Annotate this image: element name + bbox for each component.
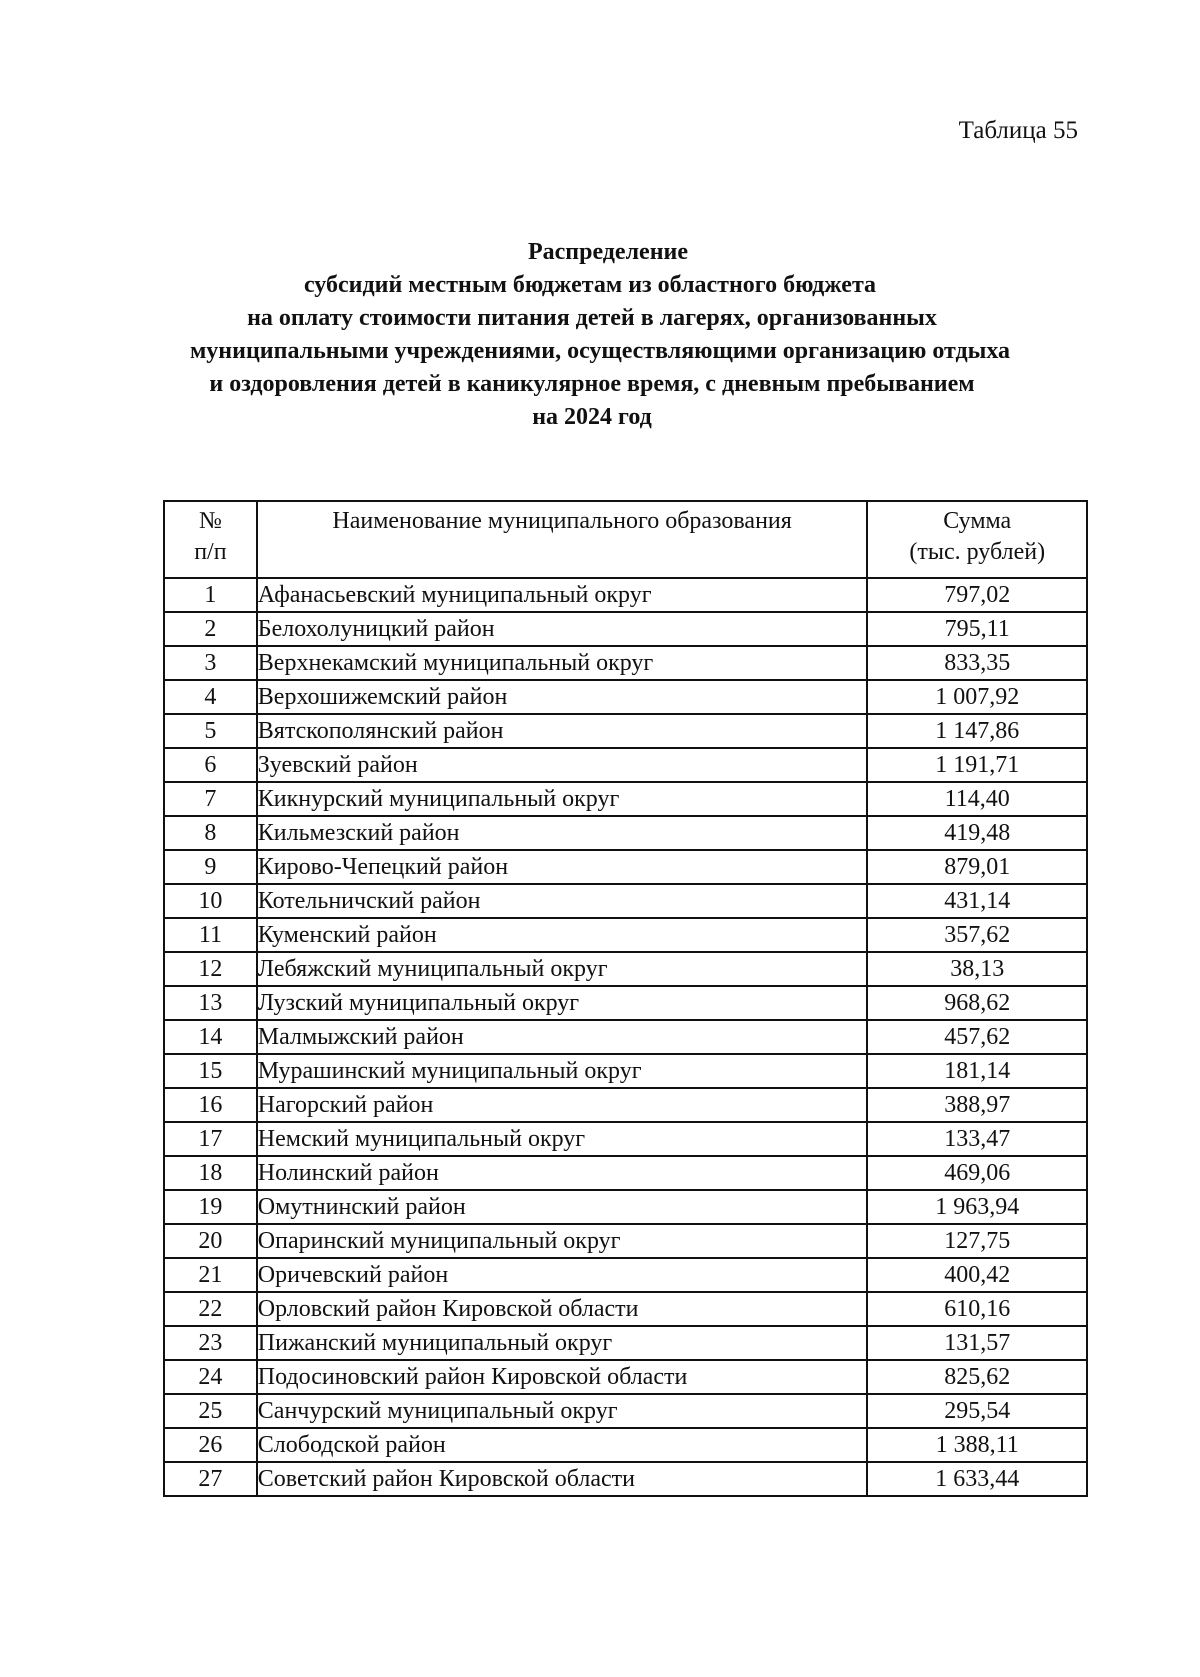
amount-cell: 879,01: [867, 850, 1087, 884]
row-number-cell: 15: [164, 1054, 257, 1088]
title-line: на 2024 год: [532, 404, 652, 430]
municipality-name-cell: Вятскополянский район: [257, 714, 868, 748]
municipality-name-cell: Немский муниципальный округ: [257, 1122, 868, 1156]
header-number: [164, 501, 257, 578]
title-line: на оплату стоимости питания детей в лагерях, организованных: [247, 305, 937, 331]
header-number-line-2: п/п: [194, 539, 227, 565]
amount-cell: 181,14: [867, 1054, 1087, 1088]
table-row: [164, 1394, 1087, 1428]
table-row: [164, 1292, 1087, 1326]
row-number-cell: 23: [164, 1326, 257, 1360]
table-row: [164, 1156, 1087, 1190]
table-row: [164, 782, 1087, 816]
municipality-name-cell: Кикнурский муниципальный округ: [257, 782, 868, 816]
municipality-name-cell: Пижанский муниципальный округ: [257, 1326, 868, 1360]
table-row: [164, 1224, 1087, 1258]
title-line: и оздоровления детей в каникулярное время, с дневным пребыванием: [209, 371, 975, 397]
row-number-cell: 20: [164, 1224, 257, 1258]
table-row: [164, 748, 1087, 782]
amount-cell: 469,06: [867, 1156, 1087, 1190]
amount-cell: 968,62: [867, 986, 1087, 1020]
municipality-name-cell: Нагорский район: [257, 1088, 868, 1122]
municipality-name-cell: Верхошижемский район: [257, 680, 868, 714]
table-row: [164, 1122, 1087, 1156]
table-row: [164, 1462, 1087, 1496]
table-row: [164, 1360, 1087, 1394]
table-row: [164, 1428, 1087, 1462]
amount-cell: 795,11: [867, 612, 1087, 646]
amount-cell: 1 388,11: [867, 1428, 1087, 1462]
municipality-name-cell: Подосиновский район Кировской области: [257, 1360, 868, 1394]
row-number-cell: 10: [164, 884, 257, 918]
table-row: [164, 850, 1087, 884]
table-row: [164, 612, 1087, 646]
municipality-name-cell: Белохолуницкий район: [257, 612, 868, 646]
row-number-cell: 9: [164, 850, 257, 884]
municipality-name-cell: Куменский район: [257, 918, 868, 952]
amount-cell: 833,35: [867, 646, 1087, 680]
table-row: [164, 986, 1087, 1020]
municipality-name-cell: Опаринский муниципальный округ: [257, 1224, 868, 1258]
amount-cell: 400,42: [867, 1258, 1087, 1292]
row-number-cell: 19: [164, 1190, 257, 1224]
row-number-cell: 22: [164, 1292, 257, 1326]
table-row: [164, 1054, 1087, 1088]
amount-cell: 419,48: [867, 816, 1087, 850]
table-number-label: Таблица 55: [958, 117, 1078, 144]
title-line: субсидий местным бюджетам из областного бюджета: [303, 272, 877, 298]
table-row: [164, 816, 1087, 850]
header-sum: [867, 501, 1087, 578]
municipality-name-cell: Лузский муниципальный округ: [257, 986, 868, 1020]
amount-cell: 357,62: [867, 918, 1087, 952]
table-row: [164, 918, 1087, 952]
row-number-cell: 2: [164, 612, 257, 646]
row-number-cell: 27: [164, 1462, 257, 1496]
amount-cell: 797,02: [867, 578, 1087, 612]
municipality-name-cell: Кильмезский район: [257, 816, 868, 850]
row-number-cell: 24: [164, 1360, 257, 1394]
municipality-name-cell: Нолинский район: [257, 1156, 868, 1190]
table-row: [164, 1258, 1087, 1292]
table-row: [164, 578, 1087, 612]
municipality-name-cell: Санчурский муниципальный округ: [257, 1394, 868, 1428]
amount-cell: 1 147,86: [867, 714, 1087, 748]
row-number-cell: 3: [164, 646, 257, 680]
table-row: [164, 884, 1087, 918]
amount-cell: 1 191,71: [867, 748, 1087, 782]
table-row: [164, 714, 1087, 748]
title-line: муниципальными учреждениями, осуществляющими организацию отдыха: [189, 338, 1011, 364]
municipality-name-cell: Малмыжский район: [257, 1020, 868, 1054]
row-number-cell: 12: [164, 952, 257, 986]
municipality-name-cell: Зуевский район: [257, 748, 868, 782]
row-number-cell: 1: [164, 578, 257, 612]
header-sum-line-2: (тыс. рублей): [909, 539, 1046, 565]
municipality-name-cell: Мурашинский муниципальный округ: [257, 1054, 868, 1088]
municipality-name-cell: Кирово-Чепецкий район: [257, 850, 868, 884]
header-sum-line-1: Сумма: [943, 508, 1012, 534]
table-row: [164, 1020, 1087, 1054]
row-number-cell: 5: [164, 714, 257, 748]
amount-cell: 114,40: [867, 782, 1087, 816]
amount-cell: 133,47: [867, 1122, 1087, 1156]
amount-cell: 1 007,92: [867, 680, 1087, 714]
row-number-cell: 21: [164, 1258, 257, 1292]
municipality-name-cell: Оричевский район: [257, 1258, 868, 1292]
amount-cell: 38,13: [867, 952, 1087, 986]
municipality-name-cell: Лебяжский муниципальный округ: [257, 952, 868, 986]
table-row: [164, 1326, 1087, 1360]
row-number-cell: 25: [164, 1394, 257, 1428]
municipality-name-cell: Советский район Кировской области: [257, 1462, 868, 1496]
municipality-name-cell: Слободской район: [257, 1428, 868, 1462]
row-number-cell: 14: [164, 1020, 257, 1054]
row-number-cell: 17: [164, 1122, 257, 1156]
amount-cell: 610,16: [867, 1292, 1087, 1326]
title-line: Распределение: [527, 239, 689, 265]
table-body: [164, 578, 1087, 1496]
row-number-cell: 13: [164, 986, 257, 1020]
table-header-row: [164, 501, 1087, 578]
amount-cell: 1 963,94: [867, 1190, 1087, 1224]
municipality-name-cell: Омутнинский район: [257, 1190, 868, 1224]
municipality-name-cell: Орловский район Кировской области: [257, 1292, 868, 1326]
table-row: [164, 952, 1087, 986]
row-number-cell: 4: [164, 680, 257, 714]
amount-cell: 388,97: [867, 1088, 1087, 1122]
amount-cell: 1 633,44: [867, 1462, 1087, 1496]
municipality-name-cell: Верхнекамский муниципальный округ: [257, 646, 868, 680]
amount-cell: 131,57: [867, 1326, 1087, 1360]
amount-cell: 825,62: [867, 1360, 1087, 1394]
table-row: [164, 646, 1087, 680]
subsidy-distribution-table: [163, 500, 1088, 1497]
header-name: [257, 501, 868, 578]
municipality-name-cell: Афанасьевский муниципальный округ: [257, 578, 868, 612]
municipality-name-cell: Котельничский район: [257, 884, 868, 918]
table-row: [164, 1190, 1087, 1224]
header-name-text: Наименование муниципального образования: [332, 508, 792, 534]
row-number-cell: 6: [164, 748, 257, 782]
row-number-cell: 26: [164, 1428, 257, 1462]
amount-cell: 457,62: [867, 1020, 1087, 1054]
row-number-cell: 16: [164, 1088, 257, 1122]
amount-cell: 127,75: [867, 1224, 1087, 1258]
table-row: [164, 680, 1087, 714]
row-number-cell: 11: [164, 918, 257, 952]
row-number-cell: 18: [164, 1156, 257, 1190]
row-number-cell: 7: [164, 782, 257, 816]
document-title: [0, 236, 1200, 434]
row-number-cell: 8: [164, 816, 257, 850]
amount-cell: 431,14: [867, 884, 1087, 918]
table-row: [164, 1088, 1087, 1122]
header-number-line-1: №: [198, 508, 222, 534]
amount-cell: 295,54: [867, 1394, 1087, 1428]
